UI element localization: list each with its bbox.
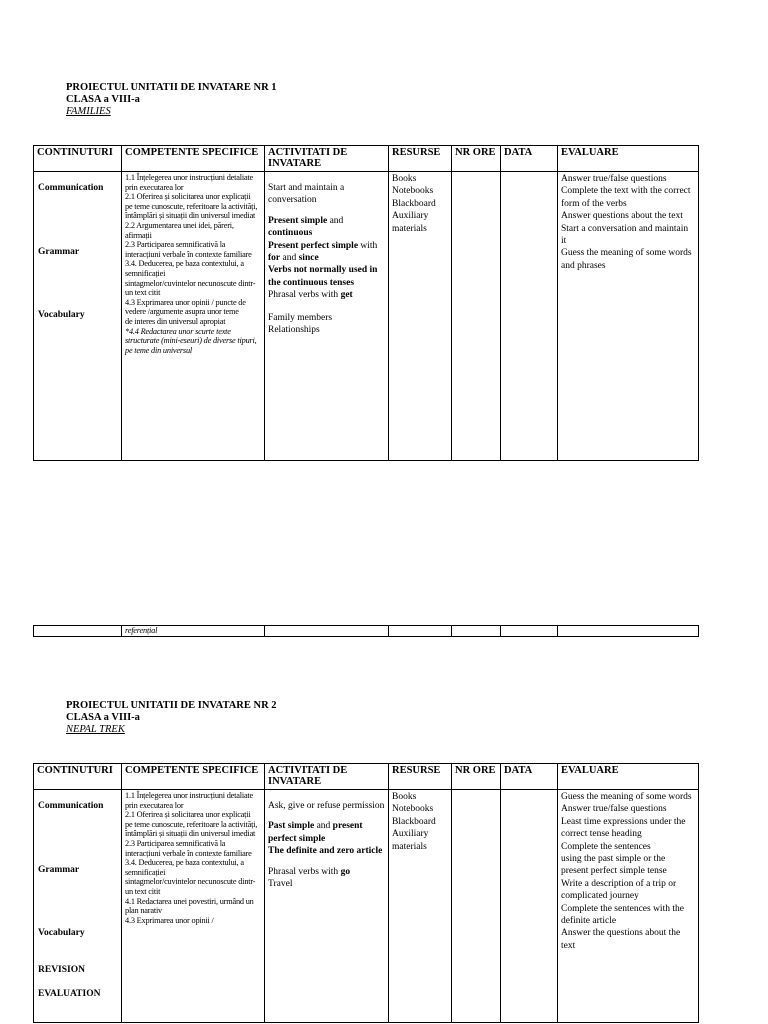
evaluation-item: Write a description of a trip or complicated journey: [561, 878, 677, 902]
unit1-competences-cell: [122, 172, 265, 461]
unit1-body-row: [34, 172, 699, 461]
content-revision: REVISION: [38, 965, 85, 975]
competence-item: de interes din universul apropiat: [125, 316, 226, 326]
competence-item: 2.1 Oferirea și solicitarea unor explicații: [125, 192, 251, 202]
header-data: DATA: [501, 146, 558, 172]
competence-item: sintagmelor/cuvintelor necunoscute dintr-un text citit: [125, 877, 256, 896]
competence-item: pe teme cunoscute, referitoare la activități, întâmplări și situații din universul imediat: [125, 819, 258, 839]
activity-item: Travel: [268, 879, 293, 890]
competence-item: 1.1 Înțelegerea unor instrucțiuni detaliate prin executarea lor: [125, 791, 254, 810]
unit1-nr-ore-cell: [452, 172, 501, 461]
content-communication: Communication: [38, 801, 104, 811]
activity-item: Present perfect simple with for and since: [268, 240, 378, 264]
resource-item: Blackboard: [392, 816, 436, 827]
activity-item: Verbs not normally used in the continuous tenses: [268, 265, 378, 288]
header-continuturi: CONTINUTURI: [34, 146, 122, 172]
header-continuturi: CONTINUTURI: [34, 764, 122, 790]
activity-item: Start and maintain a conversation: [268, 183, 345, 206]
header-activitati: ACTIVITATI DE INVATARE: [265, 764, 389, 790]
evaluation-item: Least time expressions under the correct tense heading: [561, 816, 686, 840]
evaluation-item: Complete the sentences with the definite article: [561, 903, 684, 927]
activity-item: Past simple and present perfect simple: [268, 821, 363, 844]
activity-item: Present simple and continuous: [268, 215, 344, 239]
resource-item: Auxiliary materials: [392, 829, 429, 852]
activity-item: Phrasal verbs with get: [268, 290, 353, 301]
competence-item: 2.3 Participarea semnificativă la interacțiuni verbale în contexte familiare: [125, 838, 252, 858]
evaluation-item: Complete the text with the correct form of the verbs: [561, 186, 691, 209]
competence-item: 4.3 Exprimarea unor opinii /: [125, 915, 214, 925]
unit1-contents-cell: [34, 172, 122, 461]
unit2-header-row: [34, 764, 699, 790]
unit1-data-cell: [501, 172, 558, 461]
unit2-contents-cell: [34, 790, 122, 1023]
unit2-activities-cell: [265, 790, 389, 1023]
header-nr-ore: NR ORE: [452, 764, 501, 790]
unit2-title: PROIECTUL UNITATII DE INVATARE NR 2: [66, 700, 277, 711]
evaluation-item: Answer true/false questions: [561, 804, 667, 815]
evaluation-item: Guess the meaning of some words and phrases: [561, 248, 692, 271]
unit2-data-cell: [501, 790, 558, 1023]
competence-italic: *4.4 Redactarea unor scurte texte structurate (mini-eseuri) de diverse tipuri, pe teme din universul: [125, 326, 257, 355]
activity-item: Ask, give or refuse permission: [268, 801, 385, 811]
evaluation-item: Complete the sentences: [561, 841, 651, 852]
unit2-body-row: [34, 790, 699, 1023]
unit1-activities-cell: [265, 172, 389, 461]
competence-item: 3.4. Deducerea, pe baza contextului, a semnificației: [125, 259, 244, 278]
unit2-resources-cell: [389, 790, 452, 1023]
competence-item: plan narativ: [125, 906, 162, 916]
competence-item: 4.1 Redactarea unei povestiri, urmând un: [125, 896, 254, 906]
unit2-topic: NEPAL TREK: [66, 724, 125, 735]
header-data: DATA: [501, 764, 558, 790]
competence-item: 4.3 Exprimarea unor opinii / puncte de: [125, 297, 246, 307]
resource-item: Books: [392, 174, 417, 184]
content-evaluation: EVALUATION: [38, 989, 101, 999]
unit1-continuation-table: [33, 625, 699, 637]
competence-item: sintagmelor/cuvintelor necunoscute dintr-un text citit: [125, 278, 256, 298]
content-vocabulary: Vocabulary: [38, 310, 85, 320]
resource-item: Blackboard: [392, 198, 436, 209]
unit1-heading: [66, 82, 277, 118]
activity-item: Relationships: [268, 325, 320, 336]
competence-item: 2.1 Oferirea și solicitarea unor explicații: [125, 810, 251, 820]
unit2-class: CLASA a VIII-a: [66, 712, 140, 723]
activity-item: The definite and zero article: [268, 846, 383, 857]
unit2-table: [33, 763, 699, 1023]
header-competente: COMPETENTE SPECIFICE: [122, 764, 265, 790]
unit2-evaluation-cell: [558, 790, 699, 1023]
continuation-cell: referențial: [122, 626, 265, 637]
header-evaluare: EVALUARE: [558, 146, 699, 172]
header-competente: COMPETENTE SPECIFICE: [122, 146, 265, 172]
unit2-heading: [66, 700, 277, 736]
competence-item: pe teme cunoscute, referitoare la activități, întâmplări și situații din universul imediat: [125, 201, 258, 221]
unit1-header-row: [34, 146, 699, 172]
unit2-nr-ore-cell: [452, 790, 501, 1023]
unit2-competences-cell: [122, 790, 265, 1023]
unit1-topic: FAMILIES: [66, 106, 111, 117]
unit1-class: CLASA a VIII-a: [66, 94, 140, 105]
evaluation-item: Answer questions about the text: [561, 211, 683, 222]
content-communication: Communication: [38, 183, 104, 193]
resource-item: Auxiliary materials: [392, 211, 429, 234]
header-evaluare: EVALUARE: [558, 764, 699, 790]
header-resurse: RESURSE: [389, 146, 452, 172]
evaluation-item: Start a conversation and maintain it: [561, 223, 689, 247]
unit1-table: [33, 145, 699, 461]
competence-item: 2.3 Participarea semnificativă la interacțiuni verbale în contexte familiare: [125, 240, 252, 259]
resource-item: Notebooks: [392, 804, 434, 815]
evaluation-item: using the past simple or the present perfect simple tense: [561, 854, 667, 877]
content-vocabulary: Vocabulary: [38, 928, 85, 938]
content-grammar: Grammar: [38, 247, 80, 257]
evaluation-item: Answer true/false questions: [561, 174, 667, 184]
evaluation-item: Answer the questions about the text: [561, 928, 681, 951]
unit1-resources-cell: [389, 172, 452, 461]
resource-item: Notebooks: [392, 186, 434, 197]
content-grammar: Grammar: [38, 865, 80, 875]
unit1-title: PROIECTUL UNITATII DE INVATARE NR 1: [66, 82, 277, 93]
header-activitati: ACTIVITATI DE INVATARE: [265, 146, 389, 172]
unit1-evaluation-cell: [558, 172, 699, 461]
activity-item: Phrasal verbs with go: [268, 866, 351, 877]
evaluation-item: Guess the meaning of some words: [561, 792, 692, 802]
activity-item: Family members: [268, 312, 333, 323]
competence-item: 2.2 Argumentarea unei idei, păreri, afirmații: [125, 220, 234, 240]
competence-item: 1.1 Înțelegerea unor instrucțiuni detaliate prin executarea lor: [125, 173, 254, 192]
header-resurse: RESURSE: [389, 764, 452, 790]
header-nr-ore: NR ORE: [452, 146, 501, 172]
competence-item: vedere /argumente asupra unor teme: [125, 307, 239, 317]
resource-item: Books: [392, 792, 417, 802]
competence-item: 3.4. Deducerea, pe baza contextului, a semnificației: [125, 858, 244, 877]
